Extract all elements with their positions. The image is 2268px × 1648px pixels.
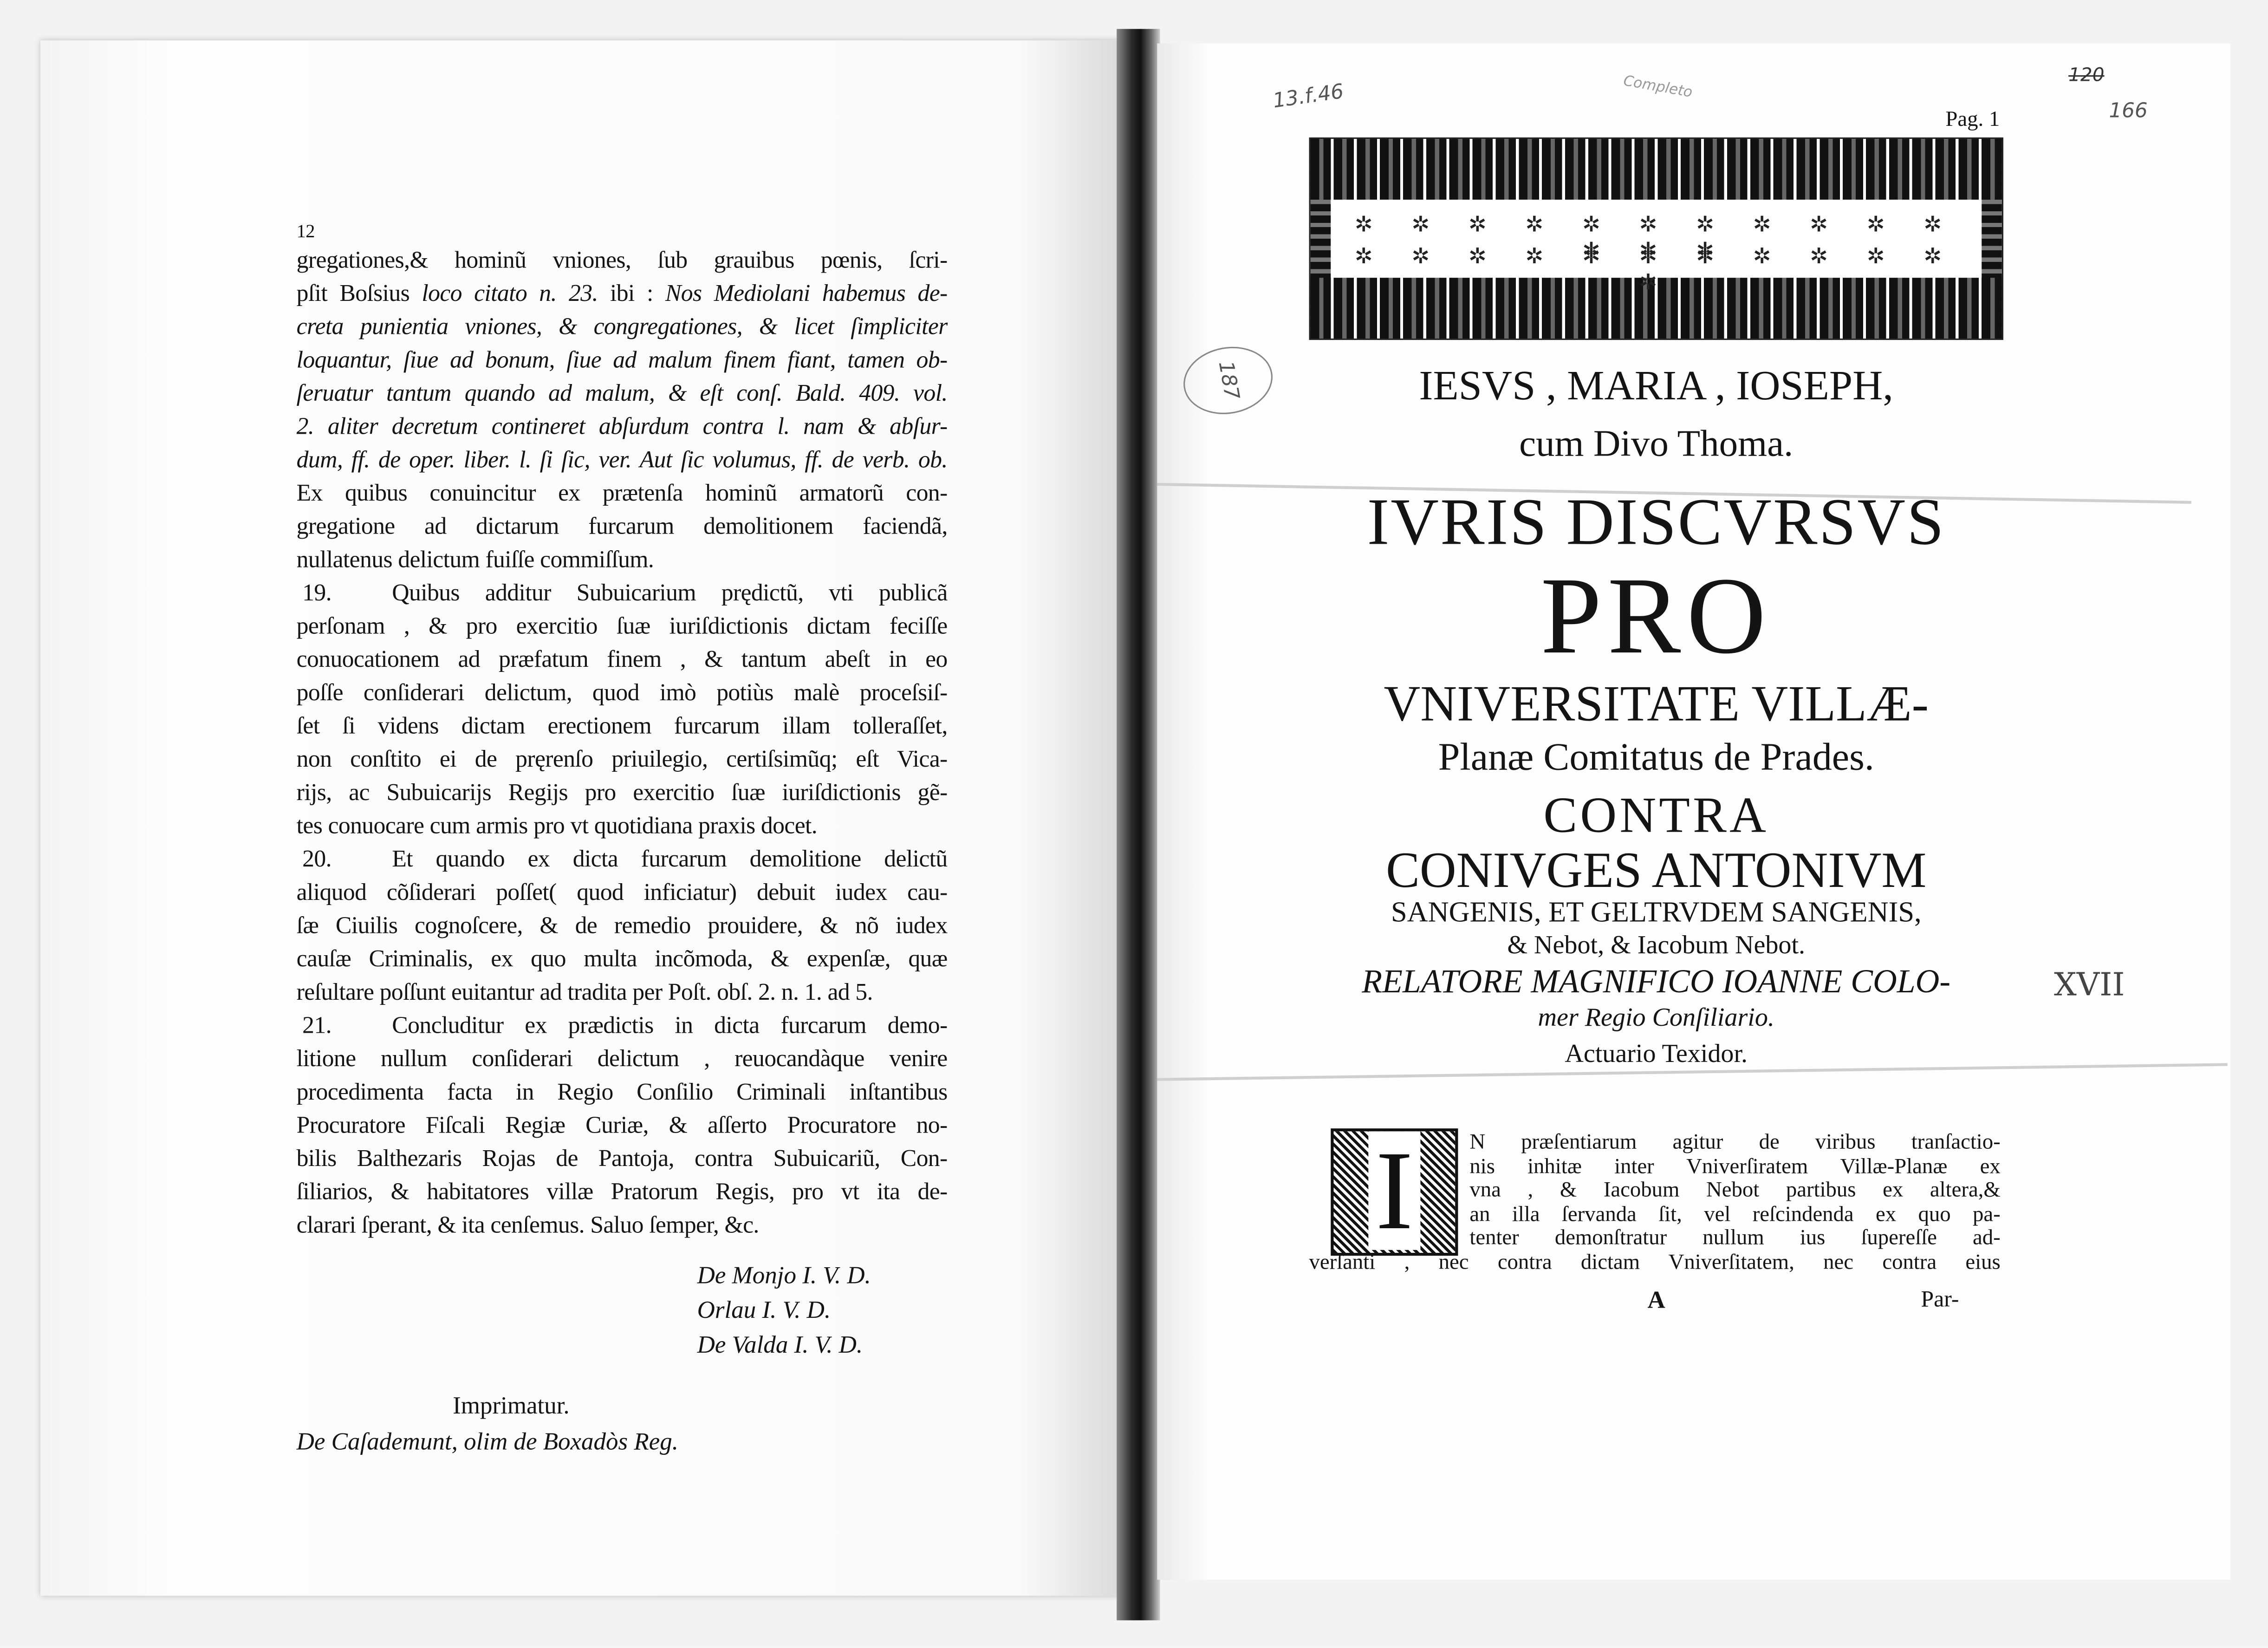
text-line xyxy=(297,709,948,743)
text-line: 2. aliter decretum contineret abſurdum contra l. nam & abſur- xyxy=(296,412,948,440)
left-page-text xyxy=(297,220,948,1242)
handwritten-note: Completo xyxy=(1622,73,1694,102)
text-line xyxy=(297,809,948,842)
numbered-paragraphs xyxy=(297,576,948,1241)
text-line xyxy=(297,609,948,643)
text-line xyxy=(297,1108,948,1141)
text-line: creta punientia vniones, & congregationes, & licet ſimpliciter xyxy=(296,312,948,340)
text-span: cauſæ Criminalis, ex quo multa incõmoda, & expenſæ, quæ xyxy=(296,945,948,972)
title-opponents-3: & Nebot, & Iacobum Nebot. xyxy=(1507,930,1806,959)
text-span: clarari ſperant, & ita cenſemus. Saluo ſemper, &c. xyxy=(296,1211,759,1238)
text-span: Et quando ex dicta furcarum demolitione delictũ xyxy=(392,845,948,873)
title-main: IVRIS DISCVRSVS xyxy=(1367,484,1945,559)
signature-2: Orlau I. V. D. xyxy=(697,1296,831,1324)
imprimatur: Imprimatur. xyxy=(453,1392,570,1420)
text-span: procedimenta facta in Regio Conſilio Criminali inſtantibus xyxy=(296,1078,948,1106)
paragraph-number: 20. xyxy=(302,845,331,873)
title-pro: PRO xyxy=(1540,555,1772,677)
book-spine xyxy=(1117,29,1160,1620)
text-line: dum, ff. de oper. liber. l. ſi ſic, ver. Aut ſic volumus, ff. de verb. ob. xyxy=(296,445,948,473)
text-span: reſultare poſſunt euitantur ad tradita per Poſt. obſ. 2. n. 1. ad 5. xyxy=(296,978,873,1006)
text-line: gregationes,& hominũ vniones, ſub grauibus pœnis, ſcri- xyxy=(296,246,948,274)
text-span: non conſtito ei de pręrenſo priuilegio, certiſsimũq; eſt Vica- xyxy=(296,745,948,773)
text-line: Ex quibus conuincitur ex prætenſa hominũ armatorũ con- xyxy=(296,479,948,507)
text-span: Quibus additur Subuicarium prędictũ, vti publicã xyxy=(392,579,948,606)
handwritten-folio: 166 xyxy=(2109,99,2148,123)
title-invocation: IESVS , MARIA , IOSEPH, xyxy=(1419,363,1894,410)
signature-1: De Monjo I. V. D. xyxy=(697,1261,871,1289)
text-span: pſit Boſsius xyxy=(296,279,422,307)
text-line xyxy=(297,909,948,942)
text-span: conuocationem ad præfatum finem , & tantum abeſt in eo xyxy=(296,645,948,673)
page-label: Pag. 1 xyxy=(1945,108,2000,132)
text-line xyxy=(297,775,948,809)
quote: Nos Mediolani habemus de- xyxy=(665,279,948,307)
title-party: VNIVERSITATE VILLÆ- xyxy=(1384,675,1929,732)
citation: loco citato n. 23. xyxy=(422,279,598,307)
text-line xyxy=(297,942,948,975)
text-span: poſſe conſiderari delictum, quod imò potiùs malè proceſsiſ- xyxy=(296,678,948,706)
title-relator-2: mer Regio Conſiliario. xyxy=(1538,1003,1774,1032)
handwritten-roman-numeral: XVII xyxy=(2054,968,2125,1004)
decorated-drop-cap xyxy=(1331,1128,1458,1256)
title-party-2: Planæ Comitatus de Prades. xyxy=(1438,735,1874,779)
text-line xyxy=(297,1208,948,1241)
text-line xyxy=(297,842,948,875)
title-actuary: Actuario Texidor. xyxy=(1565,1038,1748,1068)
title-contra: CONTRA xyxy=(1543,787,1769,844)
text-span: perſonam , & pro exercitio ſuæ iuriſdictionis dictam feciſſe xyxy=(296,612,948,640)
text-line: loquantur, ſiue ad bonum, ſiue ad malum finem fiant, tamen ob- xyxy=(296,345,948,373)
text-span: ſet ſi videns dictam erectionem furcarum illam tolleraſſet, xyxy=(296,711,948,740)
decorative-header-ornament xyxy=(1309,137,2003,340)
text-span: ſiliarios, & habitatores villæ Pratorum Regis, pro vt ita de- xyxy=(296,1178,948,1205)
handwritten-shelfmark: 13.f.46 xyxy=(1271,80,1345,114)
text-line: nis inhitæ inter Vniverſiratem Villæ-Planæ ex xyxy=(1469,1155,2001,1179)
text-span: ibi : xyxy=(598,279,665,307)
text-span: tes conuocare cum armis pro vt quotidiana praxis docet. xyxy=(296,811,818,839)
handwritten-circled-number: 187 xyxy=(1178,340,1278,421)
text-line xyxy=(297,1141,948,1175)
text-line xyxy=(297,875,948,909)
text-span: ſæ Ciuilis cognoſcere, & de remedio prouidere, & nõ iudex xyxy=(296,911,948,939)
text-line xyxy=(297,276,948,310)
text-line: an illa ſervanda ſit, vel reſcindenda ex quo pa- xyxy=(1469,1203,2001,1227)
text-line: nullatenus delictum fuiſſe commiſſum. xyxy=(296,545,654,573)
text-span: rijs, ac Subuicarijs Regijs pro exercitio ſuæ iuriſdictionis gẽ- xyxy=(296,778,948,806)
drop-cap-letter: I xyxy=(1368,1131,1420,1250)
text-span: litione nullum conſiderari delictum , reuocandàque venire xyxy=(296,1044,948,1072)
text-span: Procuratore Fiſcali Regiæ Curiæ, & aſſerto Procuratore no- xyxy=(296,1111,948,1139)
signature-mark: A xyxy=(1647,1286,1665,1314)
body-text xyxy=(1309,1251,2001,1276)
text-line: verſanti , nec contra dictam Vniverſitatem, nec contra eius xyxy=(1309,1251,2001,1275)
text-span: bilis Balthezaris Rojas de Pantoja, contra Subuicariũ, Con- xyxy=(296,1144,948,1172)
text-line xyxy=(297,1075,948,1108)
handwritten-crossed-number: 120 xyxy=(2068,65,2105,87)
paragraph-number: 21. xyxy=(302,1011,331,1039)
text-line: tenter demonſtratur nullum ius ſupereſſe ad- xyxy=(1469,1227,2001,1251)
text-span: aliquod cõſiderari poſſet( quod inficiatur) debuit iudex cau- xyxy=(296,878,948,906)
signature-3: De Valda I. V. D. xyxy=(697,1331,863,1359)
text-line xyxy=(297,576,948,609)
text-line xyxy=(297,1175,948,1208)
paragraph-number: 19. xyxy=(302,579,331,606)
text-line xyxy=(297,742,948,775)
text-line xyxy=(297,1009,948,1042)
title-invocation-2: cum Divo Thoma. xyxy=(1519,422,1794,465)
text-line xyxy=(297,1042,948,1075)
title-opponents: CONIVGES ANTONIVM xyxy=(1386,842,1927,899)
star-row-ornament xyxy=(1339,243,1973,295)
catchword: Par- xyxy=(1921,1287,1959,1312)
text-line xyxy=(297,676,948,709)
title-opponents-2: SANGENIS, ET GELTRVDEM SANGENIS, xyxy=(1391,897,1922,929)
text-line: gregatione ad dictarum furcarum demolitionem faciendã, xyxy=(296,512,948,540)
text-line: vna , & Iacobum Nebot partibus ex altera,& xyxy=(1469,1179,2001,1203)
text-line: N præſentiarum agitur de viribus tranſactio- xyxy=(1469,1131,2001,1155)
text-line xyxy=(297,975,948,1009)
text-span: Concluditur ex prædictis in dicta furcarum demo- xyxy=(392,1011,948,1039)
page-number: 12 xyxy=(296,220,315,242)
text-line xyxy=(297,642,948,676)
text-line: ſeruatur tantum quando ad malum, & eſt conſ. Bald. 409. vol. xyxy=(296,379,948,407)
imprimatur-by: De Caſademunt, olim de Boxadòs Reg. xyxy=(296,1427,678,1456)
body-text-indented xyxy=(1469,1131,2000,1251)
title-relator: RELATORE MAGNIFICO IOANNE COLO- xyxy=(1362,963,1951,1000)
